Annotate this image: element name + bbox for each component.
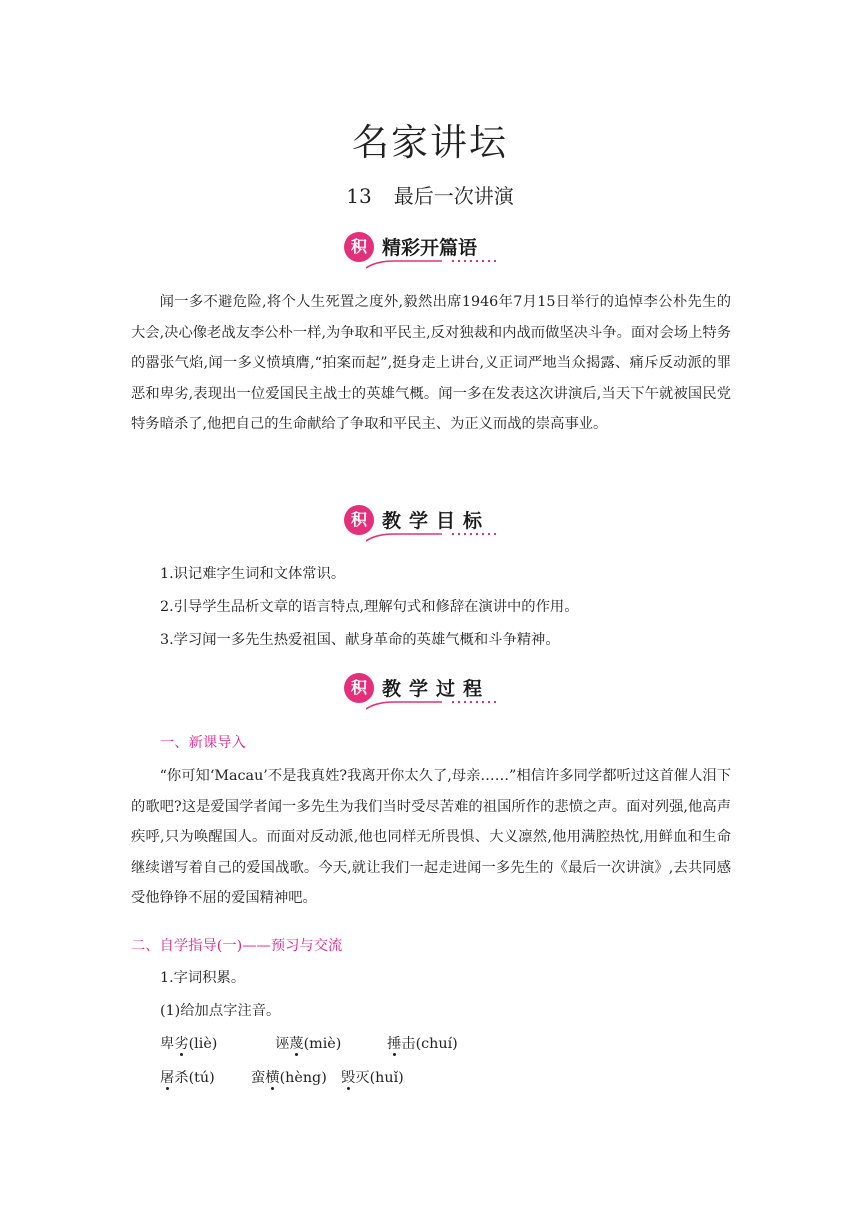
goal-item: 1.识记难字生词和文体常识。 <box>160 566 346 582</box>
vocab-title: 1.字词积累。 <box>160 970 246 986</box>
intro-paragraph: 闻一多不避危险,将个人生死置之度外,毅然出席1946年7月15日举行的追悼李公朴先生的大会,决心像老战友李公朴一样,为争取和平民主,反对独裁和内战而做坚决斗争。面对会场上特务的嚣张气焰,闻一多义愤填膺,“拍案而起”,挺身走上讲台,义正词严地当众揭露、痛斥反动派的罪恶和卑劣,表现出一位爱国民主战士的英雄气概。闻一多在发表这次讲演后,当天下午就被国民党特务暗杀了,他把自己的生命献给了争取和平民主、为正义而战的崇高事业。 <box>131 294 731 432</box>
section-badge-icon: 积 <box>344 505 374 535</box>
lesson-title <box>0 180 860 209</box>
section-banner-goals <box>344 505 502 543</box>
page-title: 名家讲坛 <box>352 121 508 164</box>
section-label: 精彩开篇语 <box>382 237 478 259</box>
section-badge-icon: 积 <box>344 673 374 703</box>
goal-item: 3.学习闻一多先生热爱祖国、献身革命的英雄气概和斗争精神。 <box>160 632 560 648</box>
section-banner-intro <box>344 232 502 270</box>
vocab-item: 毁灭(huǐ) <box>341 1070 404 1086</box>
banner-underline-icon <box>366 258 502 270</box>
goal-item: 2.引导学生品析文章的语言特点,理解句式和修辞在演讲中的作用。 <box>160 599 579 615</box>
section-banner-process <box>344 673 502 711</box>
vocab-item: 蛮横(hèng) <box>251 1070 327 1086</box>
lesson-name: 最后一次讲演 <box>393 184 514 208</box>
lesson-number: 13 <box>346 184 372 208</box>
banner-underline-icon <box>366 699 502 711</box>
step1-paragraph: “你可知‘Macau’不是我真姓?我离开你太久了,母亲……”相信许多同学都听过这首催人泪下的歌吧?这是爱国学者闻一多先生为我们当时受尽苦难的祖国所作的悲愤之声。面对列强,他高声疾呼,只为唤醒国人。而面对反动派,他也同样无所畏惧、大义凛然,他用满腔热忱,用鲜血和生命继续谱写着自己的爱国战歌。今天,就让我们一起走进闻一多先生的《最后一次讲演》,去共同感受他铮铮不屈的爱国精神吧。 <box>131 768 731 906</box>
step1-heading: 一、新课导入 <box>160 735 246 751</box>
vocab-item: 屠杀(tú) <box>160 1070 215 1086</box>
section-badge-icon: 积 <box>344 232 374 262</box>
section-label: 教学过程 <box>382 678 491 700</box>
banner-underline-icon <box>366 531 502 543</box>
vocab-item: 捶击(chuí) <box>387 1036 458 1052</box>
vocab-task: (1)给加点字注音。 <box>160 1003 281 1019</box>
section-label: 教学目标 <box>382 510 491 532</box>
step2-heading: 二、自学指导(一)——预习与交流 <box>131 938 343 954</box>
vocab-item: 诬蔑(miè) <box>275 1036 342 1052</box>
vocab-item: 卑劣(liè) <box>160 1036 218 1052</box>
